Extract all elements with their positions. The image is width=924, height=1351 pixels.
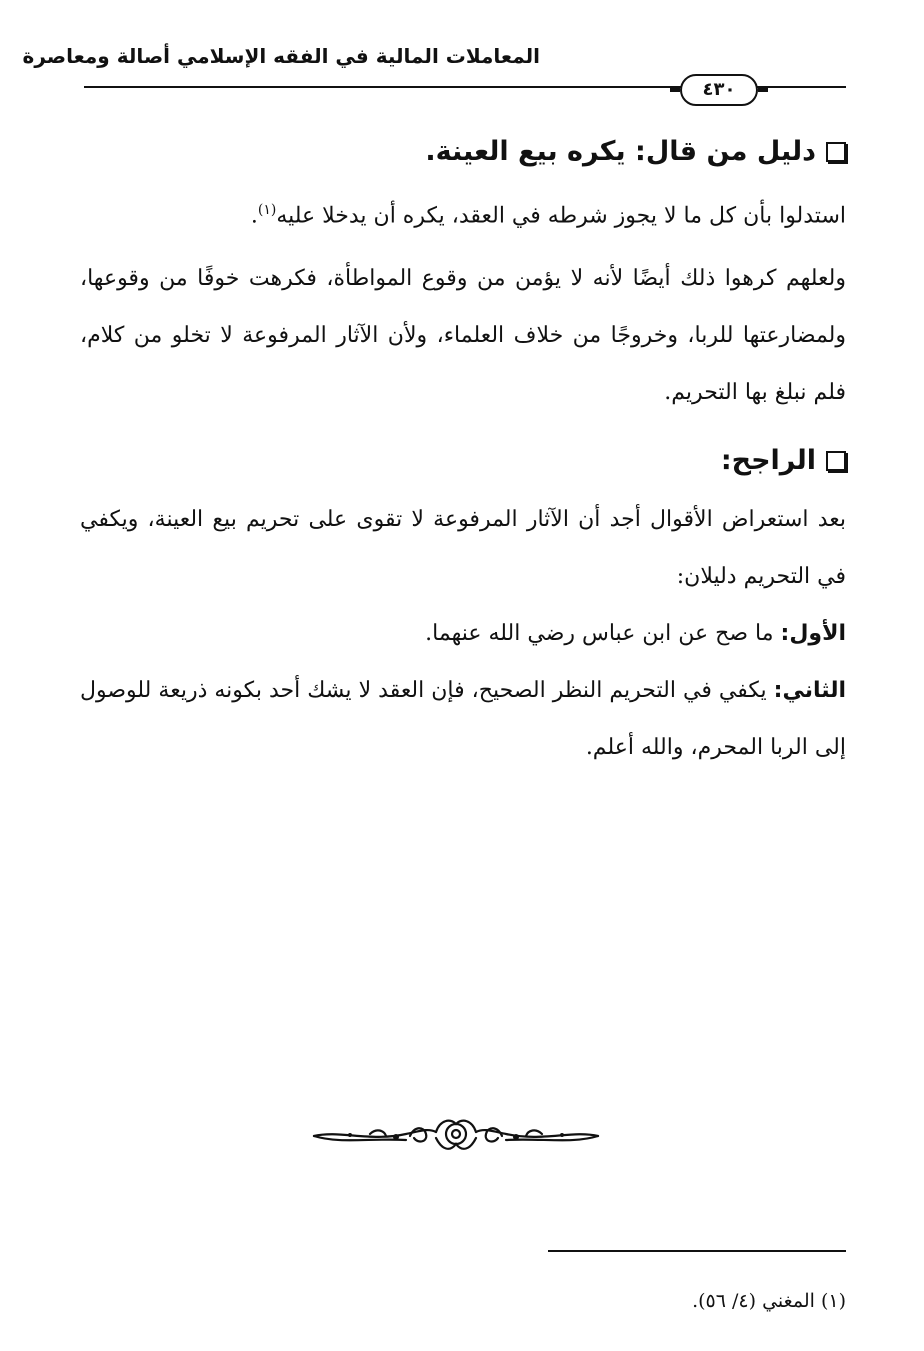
square-bullet-icon [826, 142, 846, 162]
footnote-item [540, 1290, 846, 1312]
second-text: يكفي في التحريم النظر الصحيح، فإن العقد لا يشك أحد بكونه ذريعة للوصول إلى الربا المحرم، والله أعلم. [80, 678, 846, 761]
footnote-rule [548, 1250, 846, 1252]
paragraph-second-evidence [80, 662, 846, 776]
section-heading-makrooh [80, 122, 846, 182]
running-header-text: المعاملات المالية في الفقه الإسلامي أصالة ومعاصرة [22, 44, 540, 68]
first-text: ما صح عن ابن عباس رضي الله عنهما. [425, 621, 774, 647]
running-header-title [22, 44, 540, 68]
footnote-marker: (١) [257, 202, 277, 218]
paragraph-first-evidence [80, 605, 846, 662]
paragraph-reason [80, 250, 846, 421]
paragraph-end: . [250, 203, 258, 229]
footnote-marker: (١) [820, 1290, 846, 1312]
main-text [80, 122, 846, 776]
paragraph-text: بعد استعراض الأقوال أجد أن الآثار المرفوعة لا تقوى على تحريم بيع العينة، ويكفي في التحريم دليلان: [80, 507, 846, 590]
page-number-badge [680, 74, 758, 106]
paragraph-text: استدلوا بأن كل ما لا يجوز شرطه في العقد، يكره أن يدخلا عليه [276, 203, 846, 229]
square-bullet-icon [826, 451, 846, 471]
page-number: ٤٣٠ [702, 79, 736, 100]
paragraph-evidence [80, 182, 846, 244]
footnote-text: المغني (٤/ ٥٦). [692, 1290, 815, 1312]
section-heading-rajih [80, 431, 846, 491]
section-heading-text: دليل من قال: يكره بيع العينة. [425, 136, 816, 167]
section-heading-text: الراجح: [720, 445, 816, 477]
spacer [80, 421, 846, 431]
ornament-divider-icon [310, 1112, 602, 1158]
paragraph-conclusion [80, 491, 846, 605]
first-label: الأول: [780, 621, 846, 647]
paragraph-text: ولعلهم كرهوا ذلك أيضًا لأنه لا يؤمن من وقوع المواطأة، فكرهت خوفًا من وقوعها، ولمضارعتها للربا، وخروجًا من خلاف العلماء، ولأن الآثار المرفوعة لا تخلو من كلام، فلم نبلغ بها التحريم. [80, 266, 846, 406]
second-label: الثاني: [773, 678, 846, 704]
